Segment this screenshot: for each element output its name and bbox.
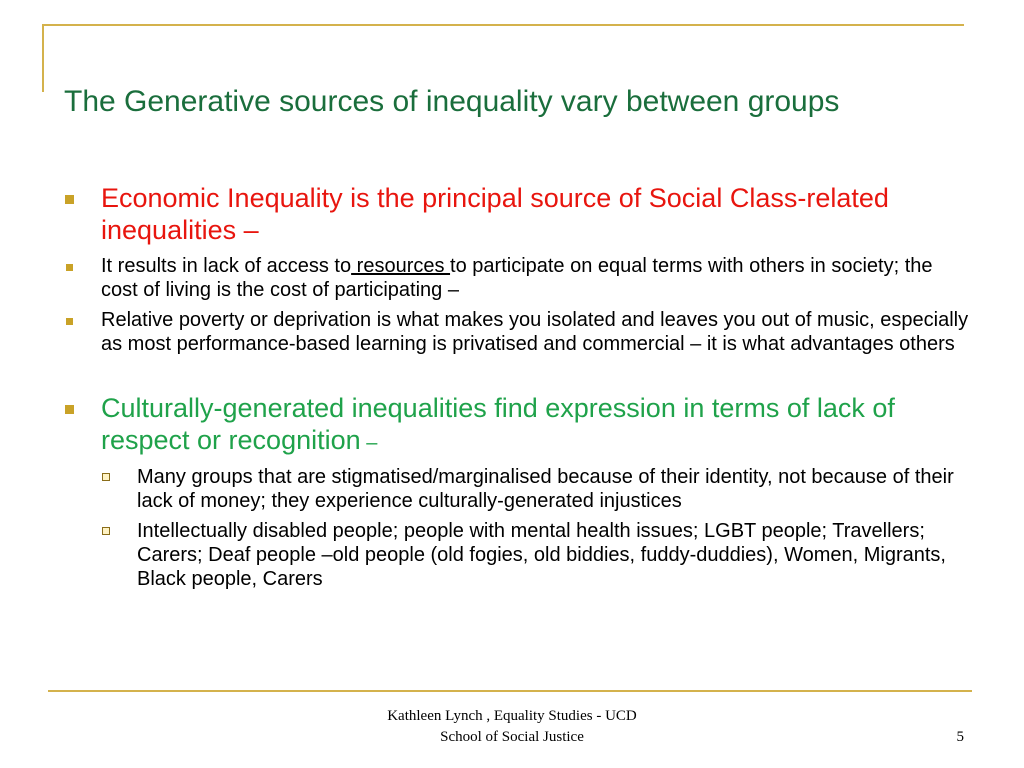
slide-title: The Generative sources of inequality vary between groups: [64, 85, 840, 118]
bullet-relative-poverty: [60, 308, 970, 356]
footer-line-2: School of Social Justice: [440, 729, 584, 745]
square-bullet-icon: [66, 264, 73, 271]
sub-bullet-stigmatised-groups: [60, 465, 970, 513]
hollow-square-bullet-icon: [102, 473, 110, 481]
bullet-text: Culturally-generated inequalities find expression in terms of lack of respect or recognition: [101, 393, 895, 455]
bullet-economic-inequality: [60, 182, 970, 246]
bullet-cultural-inequalities: [60, 392, 970, 459]
square-bullet-icon: [65, 195, 74, 204]
square-bullet-icon: [66, 318, 73, 325]
bullet-text-post: to participate on equal terms with others in society; the cost of living is the cost of participating –: [101, 255, 933, 301]
bullet-dash: –: [360, 432, 378, 454]
bullet-text: Economic Inequality is the principal source of Social Class-related inequalities –: [101, 183, 889, 245]
frame-top-rule: [42, 24, 964, 26]
page-number: 5: [956, 729, 964, 745]
resources-link[interactable]: resources: [351, 255, 451, 277]
sub-bullet-group-examples: [60, 519, 970, 591]
slide-body: [60, 182, 970, 591]
footer-rule: [48, 690, 972, 692]
frame-left-rule: [42, 24, 44, 92]
sub-bullet-text: Many groups that are stigmatised/marginalised because of their identity, not because of their lack of money; they experience culturally-generated injustices: [137, 466, 954, 512]
footer-credit: [312, 706, 712, 748]
hollow-square-bullet-icon: [102, 527, 110, 535]
bullet-text-pre: It results in lack of access to: [101, 255, 352, 277]
bullet-access-to-resources: [60, 254, 970, 302]
footer-line-1: Kathleen Lynch , Equality Studies - UCD: [387, 708, 637, 724]
sub-bullet-text: Intellectually disabled people; people with mental health issues; LGBT people; Travellers; Carers; Deaf people –old people (old fogies, old biddies, fuddy-duddies), Women, Migrants, Black people, Carers: [137, 520, 946, 590]
bullet-text: Relative poverty or deprivation is what makes you isolated and leaves you out of music, especially as most performance-based learning is privatised and commercial – it is what advantages others: [101, 309, 969, 355]
square-bullet-icon: [65, 405, 74, 414]
